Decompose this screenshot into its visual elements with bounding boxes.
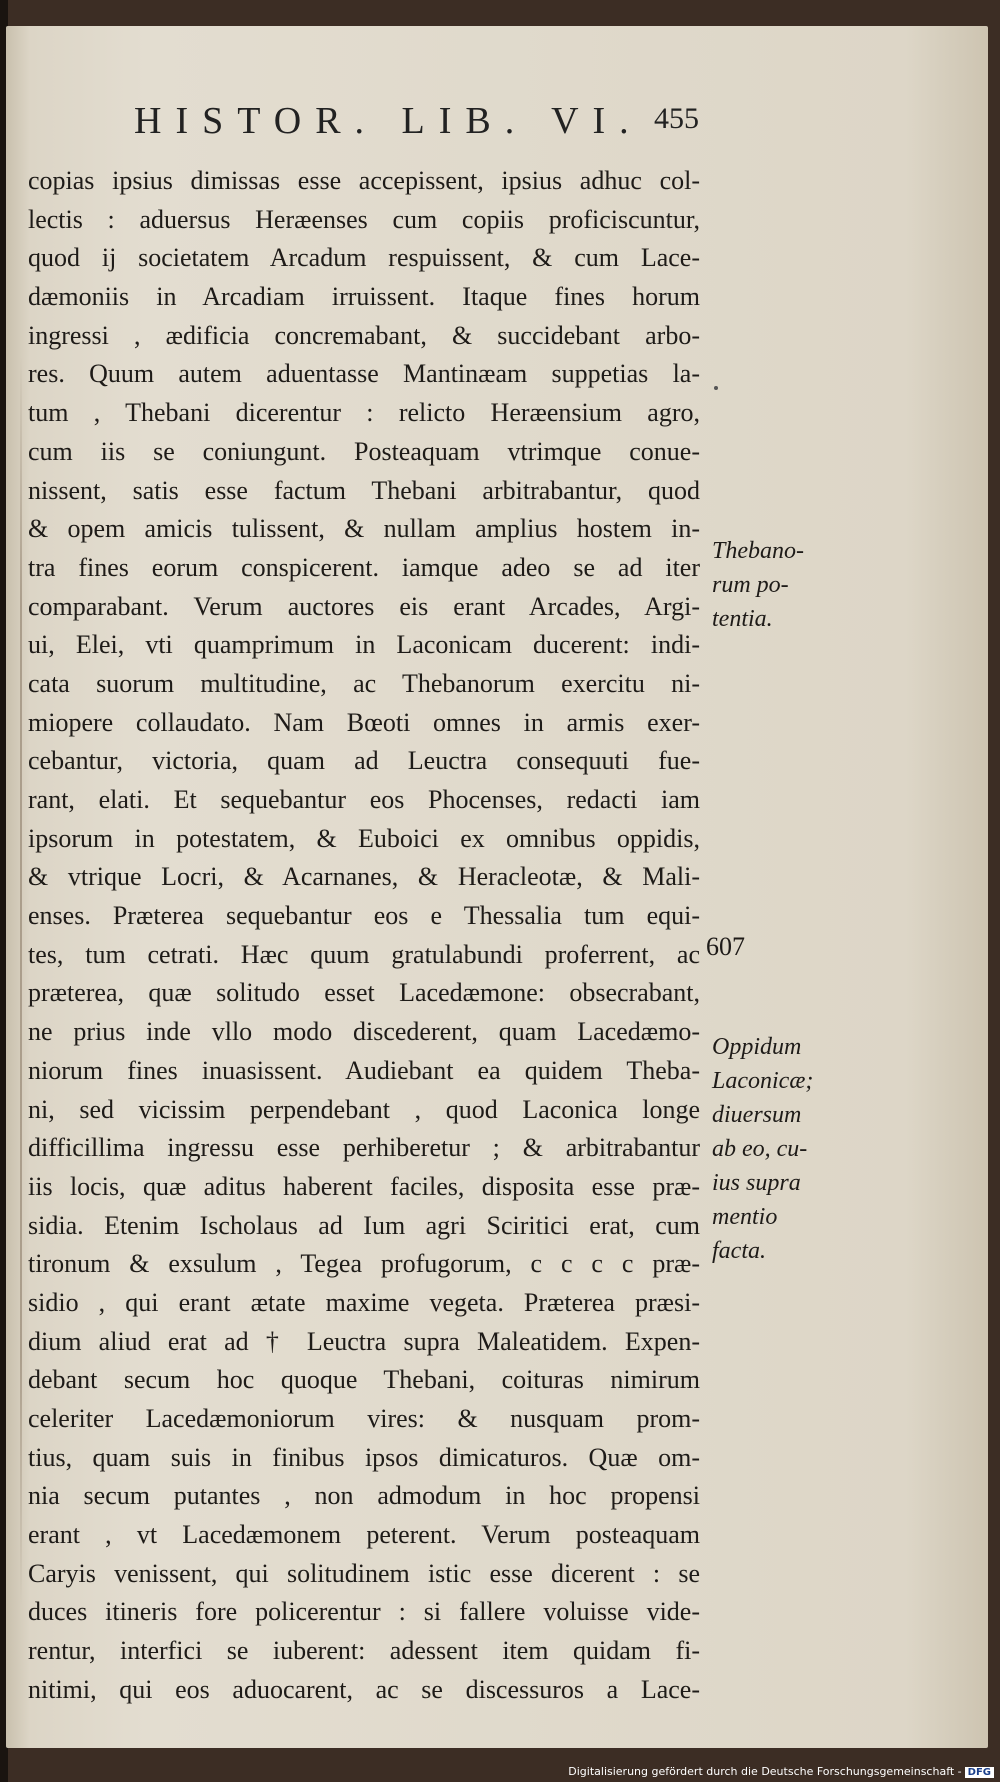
text-line: miopere collaudato. Nam Bœoti omnes in armis exer-	[28, 707, 700, 737]
margin-note-oppidum-line: Laconicæ;	[712, 1068, 814, 1094]
credit-text: Digitalisierung gefördert durch die Deutsche Forschungsgemeinschaft -	[568, 1765, 962, 1778]
margin-note-thebanorum-line: rum po-	[712, 572, 789, 598]
text-line: tum , Thebani dicerentur : relicto Heræensium agro,	[28, 398, 700, 428]
digitization-credit	[568, 1765, 994, 1778]
page-gutter-shadow	[20, 356, 22, 1606]
text-line: erant , vt Lacedæmonem peterent. Verum posteaquam	[28, 1520, 700, 1550]
text-line: duces itineris fore policerentur : si fallere voluisse vide-	[28, 1597, 700, 1627]
margin-note-thebanorum	[712, 534, 804, 636]
text-line: cum iis se coniungunt. Posteaquam vtrimque conue-	[28, 436, 700, 466]
text-line: & vtrique Locri, & Acarnanes, & Heracleotæ, & Mali-	[28, 862, 700, 892]
text-line: ipsorum in potestatem, & Euboici ex omnibus oppidis,	[28, 823, 700, 853]
margin-note-oppidum-line: Oppidum	[712, 1034, 802, 1060]
text-line: debant secum hoc quoque Thebani, coituras nimirum	[28, 1365, 700, 1395]
text-line: nitimi, qui eos aduocarent, ac se discessuros a Lace-	[28, 1674, 700, 1704]
text-line: tra fines eorum conspicerent. iamque adeo se ad iter	[28, 552, 700, 582]
margin-note-oppidum-line: facta.	[712, 1238, 766, 1264]
text-line: tes, tum cetrati. Hæc quum gratulabundi proferrent, ac	[28, 939, 700, 969]
margin-note-oppidum-line: ius supra	[712, 1170, 801, 1196]
margin-note-thebanorum-line: tentia.	[712, 606, 773, 632]
text-line: copias ipsius dimissas esse accepissent, ipsius adhuc col-	[28, 166, 700, 195]
running-head: HISTOR. LIB. VI.	[134, 100, 643, 142]
dfg-logo: DFG	[965, 1767, 994, 1778]
text-line: celeriter Lacedæmoniorum vires: & nusquam prom-	[28, 1404, 700, 1433]
book-page	[6, 26, 988, 1748]
margin-note-oppidum-line: ab eo, cu-	[712, 1136, 808, 1162]
text-line: Caryis venissent, qui solitudinem istic esse dicerent : se	[28, 1558, 700, 1588]
text-line: sidia. Etenim Ischolaus ad Ium agri Sciritici erat, cum	[28, 1210, 700, 1240]
margin-dot	[714, 386, 718, 390]
text-line: niorum fines inuasissent. Audiebant ea quidem Theba-	[28, 1055, 700, 1085]
margin-note-thebanorum-line: Thebano-	[712, 538, 804, 564]
main-text-block	[28, 162, 700, 1710]
text-line: quod ij societatem Arcadum respuissent, & cum Lace-	[28, 243, 700, 273]
margin-number: 607	[706, 932, 745, 961]
text-line: iis locis, quæ aditus haberent faciles, disposita esse præ-	[28, 1171, 700, 1201]
text-line: cata suorum multitudine, ac Thebanorum exercitu ni-	[28, 668, 700, 698]
margin-note-oppidum-line: mentio	[712, 1204, 778, 1230]
text-line: tius, quam suis in finibus ipsos dimicaturos. Quæ om-	[28, 1442, 700, 1472]
text-line: dæmoniis in Arcadiam irruissent. Itaque fines horum	[28, 282, 700, 312]
text-line: ne prius inde vllo modo discederent, quam Lacedæmo-	[28, 1017, 700, 1047]
text-line: dium aliud erat ad † Leuctra supra Maleatidem. Expen-	[28, 1326, 700, 1356]
text-line: rentur, interfici se iuberent: adessent item quidam fi-	[28, 1636, 700, 1666]
text-line: comparabant. Verum auctores eis erant Arcades, Argi-	[28, 591, 700, 621]
text-line: ui, Elei, vti quamprimum in Laconicam ducerent: indi-	[28, 630, 700, 660]
text-line: præterea, quæ solitudo esset Lacedæmone: obsecrabant,	[28, 978, 700, 1008]
text-line: tironum & exsulum , Tegea profugorum, c c c c præ-	[28, 1249, 700, 1279]
text-line: difficillima ingressu esse perhiberetur ; & arbitrabantur	[28, 1133, 700, 1163]
text-line: enses. Præterea sequebantur eos e Thessalia tum equi-	[28, 901, 700, 931]
page-number: 455	[654, 102, 699, 135]
text-line: & opem amicis tulissent, & nullam amplius hostem in-	[28, 514, 700, 544]
text-line: rant, elati. Et sequebantur eos Phocenses, redacti iam	[28, 785, 700, 814]
text-line: nia secum putantes , non admodum in hoc propensi	[28, 1481, 700, 1511]
text-line: nissent, satis esse factum Thebani arbitrabantur, quod	[28, 475, 700, 505]
text-line: res. Quum autem aduentasse Mantinæam suppetias la-	[28, 359, 700, 389]
text-line: lectis : aduersus Heræenses cum copiis proficiscuntur,	[28, 204, 700, 234]
margin-note-oppidum-line: diuersum	[712, 1102, 802, 1128]
text-line: ingressi , ædificia concremabant, & succidebant arbo-	[28, 320, 700, 350]
text-line: ni, sed vicissim perpendebant , quod Laconica longe	[28, 1094, 700, 1124]
text-line: cebantur, victoria, quam ad Leuctra consequuti fue-	[28, 746, 700, 776]
text-line: sidio , qui erant ætate maxime vegeta. Præterea præsi-	[28, 1287, 700, 1317]
margin-note-oppidum	[712, 1030, 813, 1268]
